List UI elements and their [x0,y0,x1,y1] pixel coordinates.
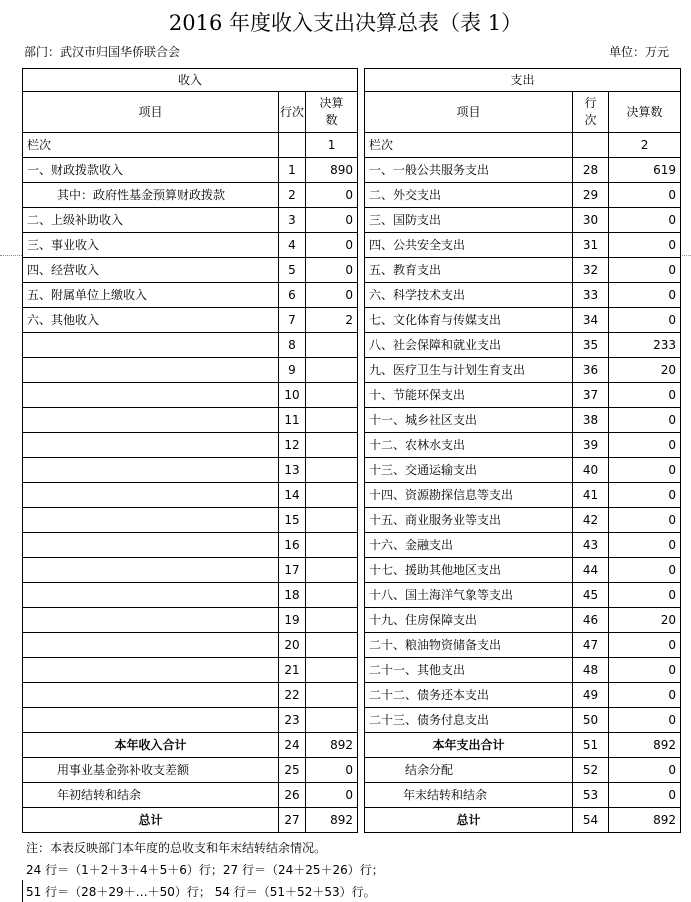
expense-row-number: 43 [573,533,609,558]
column-gap [358,608,365,633]
expense-row-number: 48 [573,658,609,683]
table-row [23,708,681,733]
expense-item-name: 十、节能环保支出 [365,383,573,408]
column-gap [358,808,365,833]
table-row [23,508,681,533]
expense-grand-total-value: 892 [609,808,681,833]
income-row-number: 17 [279,558,306,583]
income-item-name [23,533,279,558]
expense-item-name: 八、社会保障和就业支出 [365,333,573,358]
income-grand-total-label: 总计 [23,808,279,833]
note-line: 51 行＝（28＋29＋…＋50）行； 54 行＝（51＋52＋53）行。 [26,885,376,899]
expense-amount: 619 [609,158,681,183]
income-amount [306,333,358,358]
income-section-header: 收入 [23,69,358,92]
expense-amount: 0 [609,433,681,458]
income-row-number: 5 [279,258,306,283]
column-gap [358,69,365,92]
income-row-no-header: 行次 [279,92,306,133]
income-amount [306,583,358,608]
income-year-total-label: 本年收入合计 [23,733,279,758]
table-row [23,358,681,383]
income-item-name: 三、事业收入 [23,233,279,258]
income-row-number: 14 [279,483,306,508]
income-grand-total-row-no: 27 [279,808,306,833]
expense-amount: 0 [609,508,681,533]
expense-amount: 0 [609,683,681,708]
income-row-number: 23 [279,708,306,733]
expense-item-name: 二十二、债务还本支出 [365,683,573,708]
expense-amount: 0 [609,633,681,658]
fund-cover-label: 用事业基金弥补收支差额 [23,758,279,783]
column-gap [358,433,365,458]
income-item-name: 五、附属单位上缴收入 [23,283,279,308]
surplus-dist-label: 结余分配 [365,758,573,783]
income-row-number: 21 [279,658,306,683]
balance-row [23,783,681,808]
column-gap [358,558,365,583]
expense-row-number: 32 [573,258,609,283]
column-gap [358,383,365,408]
income-amount [306,608,358,633]
expense-row-number: 36 [573,358,609,383]
expense-row-number: 49 [573,683,609,708]
expense-row-number: 44 [573,558,609,583]
end-balance-value: 0 [609,783,681,808]
table-row [23,333,681,358]
lanci-value-left: 1 [306,133,358,158]
income-item-name [23,433,279,458]
column-gap [358,258,365,283]
table-row [23,458,681,483]
column-gap [358,183,365,208]
column-gap [358,133,365,158]
expense-amount: 0 [609,533,681,558]
table-row [23,208,681,233]
income-amount: 2 [306,308,358,333]
expense-row-number: 34 [573,308,609,333]
expense-section-header: 支出 [365,69,681,92]
income-item-name [23,333,279,358]
year-total-row [23,733,681,758]
column-gap [358,358,365,383]
column-gap [358,408,365,433]
expense-item-name: 五、教育支出 [365,258,573,283]
income-item-name [23,558,279,583]
expense-row-number: 33 [573,283,609,308]
column-gap [358,283,365,308]
expense-item-name: 十六、金融支出 [365,533,573,558]
income-item-name [23,383,279,408]
income-amount [306,508,358,533]
income-row-number: 4 [279,233,306,258]
expense-amount: 0 [609,308,681,333]
income-amount [306,358,358,383]
income-year-total-row-no: 24 [279,733,306,758]
table-row [23,558,681,583]
income-item-name: 四、经营收入 [23,258,279,283]
lanci-row [23,133,681,158]
expense-item-name: 十五、商业服务业等支出 [365,508,573,533]
expense-row-number: 30 [573,208,609,233]
table-row [23,658,681,683]
expense-year-total-value: 892 [609,733,681,758]
income-amount [306,558,358,583]
expense-amount: 233 [609,333,681,358]
income-row-number: 12 [279,433,306,458]
fund-cover-row-no: 25 [279,758,306,783]
table-row [23,183,681,208]
income-row-number: 3 [279,208,306,233]
expense-row-number: 50 [573,708,609,733]
income-row-number: 11 [279,408,306,433]
lanci-label-right: 栏次 [365,133,573,158]
expense-row-number: 37 [573,383,609,408]
expense-row-number: 28 [573,158,609,183]
column-gap [358,708,365,733]
expense-amount: 20 [609,608,681,633]
income-item-name [23,508,279,533]
end-balance-row-no: 53 [573,783,609,808]
margin-dotted-line-right [680,255,691,256]
income-row-number: 1 [279,158,306,183]
expense-item-name: 二、外交支出 [365,183,573,208]
expense-item-name: 一、一般公共服务支出 [365,158,573,183]
income-amount: 890 [306,158,358,183]
note-line: 24 行＝（1＋2＋3＋4＋5＋6）行；27 行＝（24＋25＋26）行； [26,863,384,877]
income-item-name [23,633,279,658]
expense-item-name: 三、国防支出 [365,208,573,233]
lanci-label-left: 栏次 [23,133,279,158]
column-gap [358,308,365,333]
note-line: 注：本表反映部门本年度的总收支和年末结转结余情况。 [26,841,327,855]
lanci-row-no-right [573,133,609,158]
expense-item-name: 十九、住房保障支出 [365,608,573,633]
expense-item-name: 二十、粮油物资储备支出 [365,633,573,658]
income-item-header: 项目 [23,92,279,133]
section-header-row [23,69,681,92]
income-amount [306,483,358,508]
income-item-name [23,608,279,633]
income-amount [306,458,358,483]
expense-item-name: 二十三、债务付息支出 [365,708,573,733]
end-balance-label: 年末结转和结余 [365,783,573,808]
income-item-name [23,708,279,733]
income-item-name: 一、财政拨款收入 [23,158,279,183]
expense-amount-header: 决算数 [609,92,681,133]
table-row [23,633,681,658]
expense-row-no-header: 行次 [573,92,609,133]
expense-row-number: 38 [573,408,609,433]
expense-row-number: 42 [573,508,609,533]
income-row-number: 16 [279,533,306,558]
income-amount [306,683,358,708]
column-gap [358,208,365,233]
fund-cover-value: 0 [306,758,358,783]
income-row-number: 20 [279,633,306,658]
expense-row-number: 39 [573,433,609,458]
column-gap [358,583,365,608]
begin-balance-label: 年初结转和结余 [23,783,279,808]
column-gap [358,683,365,708]
expense-amount: 0 [609,283,681,308]
expense-item-name: 四、公共安全支出 [365,233,573,258]
income-amount: 0 [306,283,358,308]
expense-amount: 20 [609,358,681,383]
table-row [23,258,681,283]
expense-row-number: 47 [573,633,609,658]
expense-item-name: 十八、国土海洋气象等支出 [365,583,573,608]
expense-item-name: 七、文化体育与传媒支出 [365,308,573,333]
expense-amount: 0 [609,583,681,608]
expense-amount: 0 [609,658,681,683]
expense-item-name: 九、医疗卫生与计划生育支出 [365,358,573,383]
expense-row-number: 41 [573,483,609,508]
expense-item-name: 六、科学技术支出 [365,283,573,308]
expense-amount: 0 [609,458,681,483]
income-item-name [23,683,279,708]
expense-item-name: 十一、城乡社区支出 [365,408,573,433]
column-gap [358,458,365,483]
expense-row-number: 29 [573,183,609,208]
expense-item-name: 十二、农林水支出 [365,433,573,458]
income-item-name: 二、上级补助收入 [23,208,279,233]
expense-amount: 0 [609,233,681,258]
column-gap [358,758,365,783]
table-row [23,158,681,183]
expense-year-total-label: 本年支出合计 [365,733,573,758]
income-amount [306,383,358,408]
department-label: 部门：武汉市归国华侨联合会 [24,45,181,59]
income-row-number: 18 [279,583,306,608]
expense-item-name: 十三、交通运输支出 [365,458,573,483]
income-amount [306,408,358,433]
income-item-name: 其中：政府性基金预算财政拨款 [23,183,279,208]
income-amount [306,658,358,683]
expense-row-number: 40 [573,458,609,483]
column-gap [358,483,365,508]
income-item-name [23,458,279,483]
income-amount [306,533,358,558]
expense-row-number: 46 [573,608,609,633]
income-amount: 0 [306,233,358,258]
column-header-row [23,92,681,133]
column-gap [358,658,365,683]
begin-balance-row-no: 26 [279,783,306,808]
column-gap [358,783,365,808]
expense-amount: 0 [609,483,681,508]
unit-label: 单位：万元 [608,45,669,59]
income-item-name [23,408,279,433]
surplus-dist-value: 0 [609,758,681,783]
expense-row-number: 45 [573,583,609,608]
margin-dotted-line-left [0,255,22,256]
column-gap [358,533,365,558]
income-item-name [23,583,279,608]
expense-year-total-row-no: 51 [573,733,609,758]
expense-amount: 0 [609,408,681,433]
expense-amount: 0 [609,183,681,208]
lanci-row-no-left [279,133,306,158]
table-row [23,283,681,308]
income-row-number: 13 [279,458,306,483]
page-title: 2016 年度收入支出决算总表（表 1） [168,11,523,35]
expense-amount: 0 [609,208,681,233]
income-item-name [23,358,279,383]
expense-item-name: 十七、援助其他地区支出 [365,558,573,583]
income-amount [306,708,358,733]
column-gap [358,733,365,758]
table-row [23,608,681,633]
income-amount [306,633,358,658]
expense-grand-total-row-no: 54 [573,808,609,833]
expense-item-name: 二十一、其他支出 [365,658,573,683]
income-item-name: 六、其他收入 [23,308,279,333]
table-row [23,583,681,608]
expense-grand-total-label: 总计 [365,808,573,833]
income-item-name [23,483,279,508]
table-row [23,233,681,258]
budget-summary-table [22,68,681,833]
column-gap [358,233,365,258]
expense-amount: 0 [609,558,681,583]
surplus-dist-row-no: 52 [573,758,609,783]
income-row-number: 22 [279,683,306,708]
fund-cover-row [23,758,681,783]
income-row-number: 2 [279,183,306,208]
table-row [23,383,681,408]
income-item-name [23,658,279,683]
column-gap [358,508,365,533]
table-row [23,533,681,558]
grand-total-row [23,808,681,833]
income-row-number: 15 [279,508,306,533]
income-row-number: 6 [279,283,306,308]
expense-row-number: 31 [573,233,609,258]
column-gap [358,633,365,658]
column-gap [358,333,365,358]
expense-amount: 0 [609,383,681,408]
lanci-value-right: 2 [609,133,681,158]
table-row [23,433,681,458]
income-grand-total-value: 892 [306,808,358,833]
expense-amount: 0 [609,258,681,283]
income-year-total-value: 892 [306,733,358,758]
expense-amount: 0 [609,708,681,733]
income-row-number: 19 [279,608,306,633]
income-amount-header: 决算数 [306,92,358,133]
expense-item-name: 十四、资源勘探信息等支出 [365,483,573,508]
income-amount: 0 [306,258,358,283]
note-border-line [22,880,23,902]
table-row [23,483,681,508]
table-row [23,308,681,333]
income-row-number: 7 [279,308,306,333]
income-amount: 0 [306,183,358,208]
income-row-number: 10 [279,383,306,408]
income-row-number: 8 [279,333,306,358]
table-row [23,683,681,708]
income-row-number: 9 [279,358,306,383]
begin-balance-value: 0 [306,783,358,808]
income-amount [306,433,358,458]
expense-item-header: 项目 [365,92,573,133]
table-row [23,408,681,433]
income-amount: 0 [306,208,358,233]
column-gap [358,158,365,183]
column-gap [358,92,365,133]
expense-row-number: 35 [573,333,609,358]
